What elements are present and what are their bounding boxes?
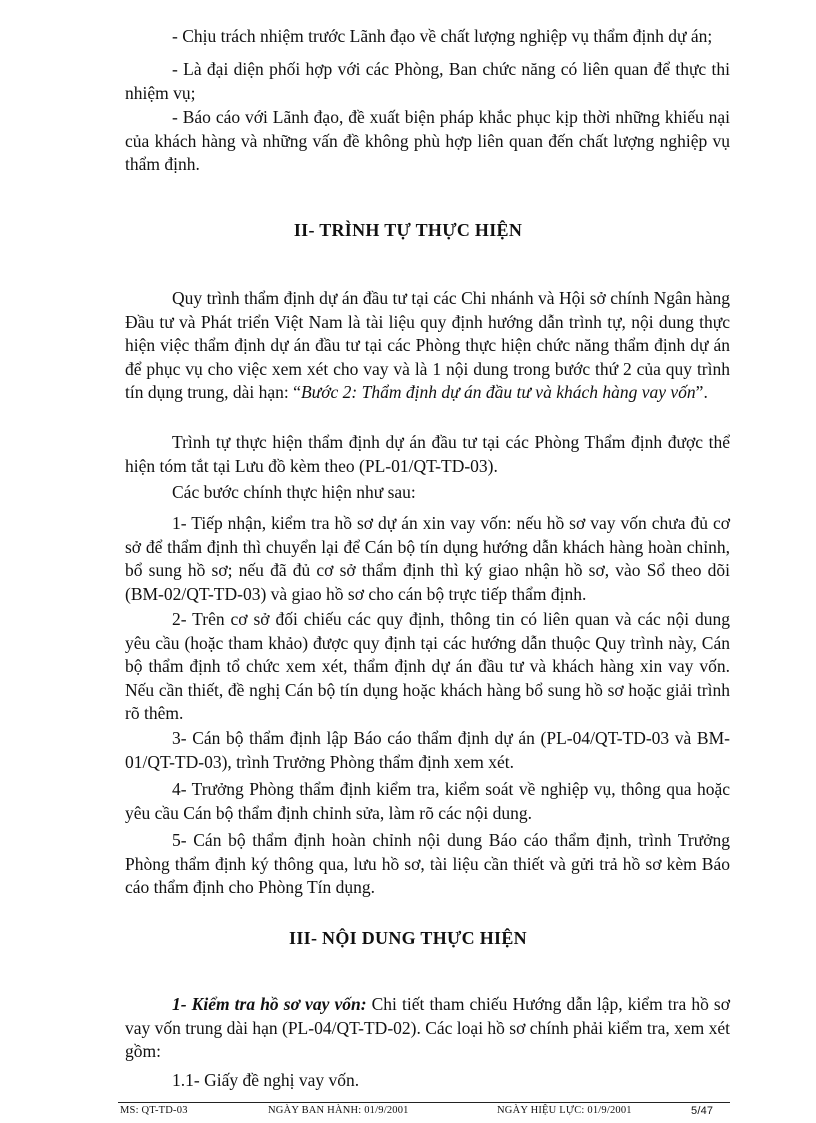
intro-end: ”. [695,382,708,402]
item-1-label: 1- Kiểm tra hồ sơ vay vốn: [172,994,367,1014]
step-4: 4- Trưởng Phòng thẩm định kiểm tra, kiểm soát về nghiệp vụ, thông qua hoặc yêu cầu Cán bộ thẩm định chỉnh sửa, làm rõ các nội dung. [125,779,730,823]
footer-issue-date: NGÀY BAN HÀNH: 01/9/2001 [268,1105,409,1116]
footer-divider [118,1102,730,1103]
section-2-intro [125,287,730,405]
flow-paragraph: Trình tự thực hiện thẩm định dự án đầu tư tại các Phòng Thẩm định được thể hiện tóm tắt tại Lưu đồ kèm theo (PL-01/QT-TD-03). [125,432,730,476]
section-2-heading: II- TRÌNH TỰ THỰC HIỆN [293,220,523,240]
item-1-text: Chi tiết tham chiếu Hướng dẫn lập, kiểm tra hồ sơ vay vốn trung dài hạn (PL-04/QT-TD-02). Các loại hồ sơ chính phải kiểm tra, xem xét gồm: [125,994,730,1061]
step-5: 5- Cán bộ thẩm định hoàn chỉnh nội dung Báo cáo thẩm định, trình Trưởng Phòng thẩm định ký thông qua, lưu hồ sơ, tài liệu cần thiết và gửi trả hồ sơ kèm Báo cáo thẩm định cho Phòng Tín dụng. [125,830,730,897]
step-3: 3- Cán bộ thẩm định lập Báo cáo thẩm định dự án (PL-04/QT-TD-03 và BM-01/QT-TD-03), trình Trưởng Phòng thẩm định xem xét. [125,728,730,772]
step-2: 2- Trên cơ sở đối chiếu các quy định, thông tin có liên quan và các nội dung yêu cầu (hoặc tham khảo) được quy định tại các hướng dẫn thuộc Quy trình này, Cán bộ thẩm định tổ chức xem xét, thẩm định dự án đầu tư và khách hàng xin vay vốn. Nếu cần thiết, đề nghị Cán bộ tín dụng hoặc khách hàng bổ sung hồ sơ hoặc giải trình rõ thêm. [125,609,730,723]
responsibility-item-1: - Chịu trách nhiệm trước Lãnh đạo về chất lượng nghiệp vụ thẩm định dự án; [172,26,713,46]
section-3-item-1-1: 1.1- Giấy đề nghị vay vốn. [172,1070,360,1090]
intro-italic: Bước 2: Thẩm định dự án đầu tư và khách hàng vay vốn [300,382,696,402]
steps-intro: Các bước chính thực hiện như sau: [172,482,416,502]
step-1: 1- Tiếp nhận, kiểm tra hồ sơ dự án xin vay vốn: nếu hồ sơ vay vốn chưa đủ cơ sở để thẩm định thì chuyển lại để Cán bộ tín dụng hướng dẫn khách hàng hoàn chỉnh, bổ sung hồ sơ; nếu đã đủ cơ sở thẩm định thì ký giao nhận hồ sơ, vào Sổ theo dõi (BM-02/QT-TD-03) và giao hồ sơ cho cán bộ trực tiếp thẩm định. [125,513,730,604]
footer-code: MS: QT-TD-03 [120,1105,188,1116]
section-3-heading: III- NỘI DUNG THỰC HIỆN [289,928,527,948]
section-3-item-1 [125,993,730,1064]
footer-page-number: 5/47 [691,1105,714,1117]
responsibility-item-2: - Là đại diện phối hợp với các Phòng, Ban chức năng có liên quan để thực thi nhiệm vụ; [125,59,730,103]
footer-effective-date: NGÀY HIỆU LỰC: 01/9/2001 [497,1105,632,1116]
responsibility-item-3: - Báo cáo với Lãnh đạo, đề xuất biện pháp khắc phục kịp thời những khiếu nại của khách hàng và những vấn đề không phù hợp liên quan đến chất lượng nghiệp vụ thẩm định. [125,107,730,174]
intro-text: Quy trình thẩm định dự án đầu tư tại các Chi nhánh và Hội sở chính Ngân hàng Đầu tư và Phát triển Việt Nam là tài liệu quy định hướng dẫn trình tự, nội dung thực hiện việc thẩm định dự án đầu tư tại các Phòng thực hiện chức năng thẩm định dự án để phục vụ cho việc xem xét cho vay và là 1 nội dung trong bước thứ 2 của quy trình tín dụng trung, dài hạn: “ [125,288,730,402]
